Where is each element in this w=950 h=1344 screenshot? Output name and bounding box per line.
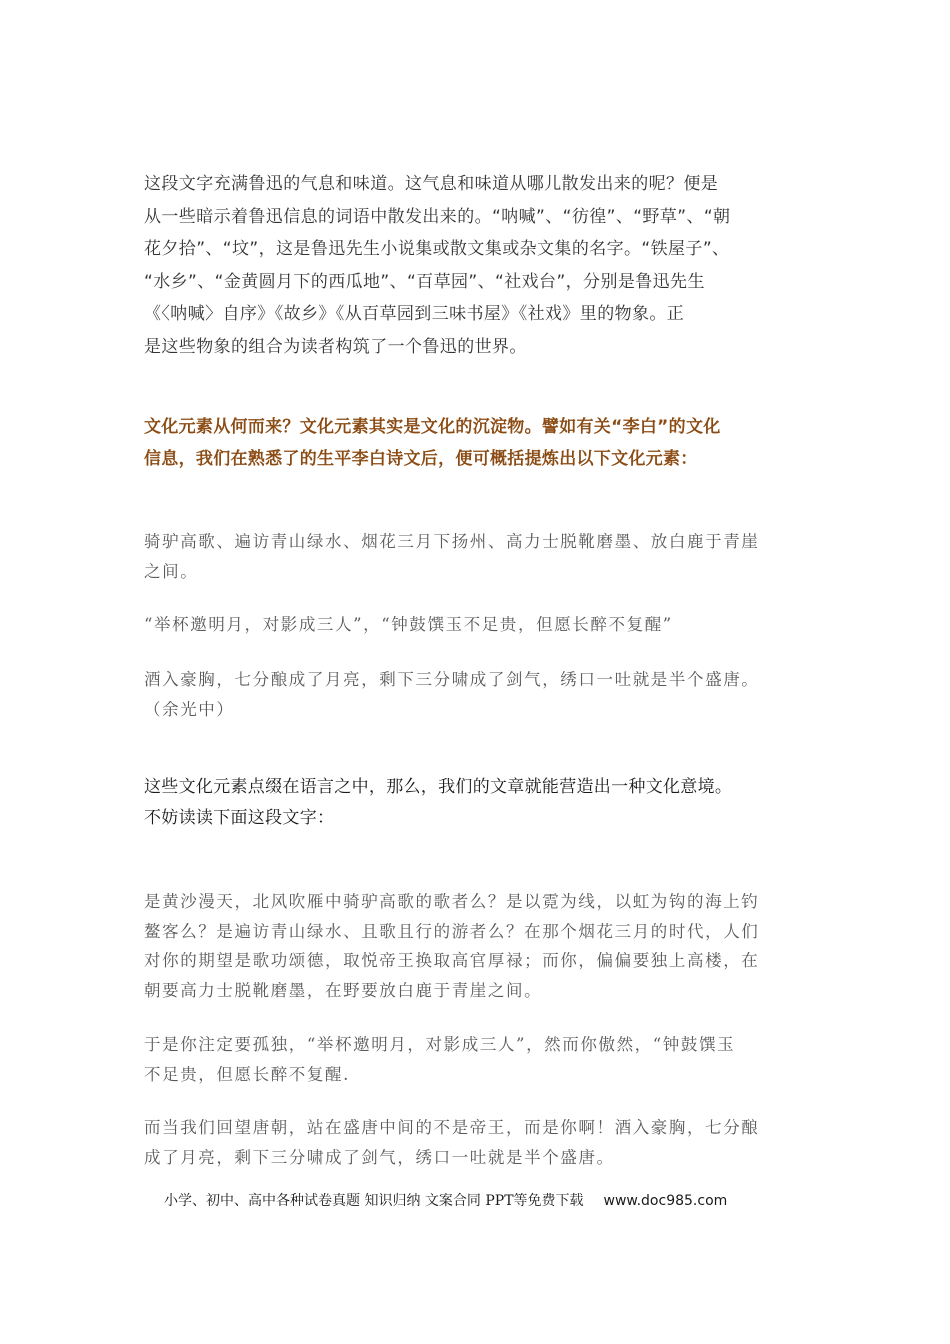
paragraph-libai-poem-quote: “举杯邀明月，对影成三人”，“钟鼓馔玉不足贵，但愿长醉不复醒”: [144, 615, 673, 634]
paragraph-libai-elements: 骑驴高歌、遍访青山绿水、烟花三月下扬州、高力士脱靴磨墨、放白鹿于青崖 之间。: [144, 532, 760, 581]
page-footer: [164, 1191, 804, 1211]
paragraph-example-2: 于是你注定要孤独，“举杯邀明月，对影成三人”，然而你傲然，“钟鼓馔玉 不足贵，但愿长醉不复醒.: [144, 1035, 736, 1084]
heading-culture-elements: 文化元素从何而来？文化元素其实是文化的沉淀物。譬如有关“李白”的文化 信息，我们在熟悉了的生平李白诗文后，便可概括提炼出以下文化元素：: [144, 417, 721, 469]
paragraph-yuguangzhong-quote: 酒入豪胸，七分酿成了月亮，剩下三分啸成了剑气，绣口一吐就是半个盛唐。 （余光中）: [144, 670, 760, 719]
paragraph-culture-mood: 这些文化元素点缀在语言之中，那么，我们的文章就能营造出一种文化意境。 不妨读读下面这段文字：: [144, 777, 733, 828]
footer-url[interactable]: www.doc985.com: [603, 1193, 728, 1209]
footer-text: 小学、初中、高中各种试卷真题 知识归纳 文案合同 PPT等免费下载: [164, 1193, 584, 1209]
paragraph-luxun-analysis: 这段文字充满鲁迅的气息和味道。这气息和味道从哪儿散发出来的呢？便是 从一些暗示着鲁迅信息的词语中散发出来的。“呐喊”、“彷徨”、“野草”、“朝 花夕拾”、“坟”，这是鲁迅先生小说集或散文集或杂文集的名字。“铁屋子”、 “水乡”、“金黄圆月下的西瓜地”、“百草园”、“社戏台”，分别是鲁迅先生 《〈呐喊〉自序》《故乡》《从百草园到三味书屋》《社戏》里的物象。正 是这些物象的组合为读者构筑了一个鲁迅的世界。: [144, 174, 731, 357]
paragraph-example-3: 而当我们回望唐朝，站在盛唐中间的不是帝王，而是你啊！酒入豪胸，七分酿 成了月亮，剩下三分啸成了剑气，绣口一吐就是半个盛唐。: [144, 1118, 760, 1167]
paragraph-example-1: 是黄沙漫天，北风吹雁中骑驴高歌的歌者么？是以霓为线，以虹为钩的海上钓 鳌客么？是遍访青山绿水、且歌且行的游者么？在那个烟花三月的时代，人们 对你的期望是歌功颂德，取悦帝王换取高官厚禄；而你，偏偏要独上高楼，在 朝要高力士脱靴磨墨，在野要放白鹿于青崖之间。: [144, 892, 760, 1000]
